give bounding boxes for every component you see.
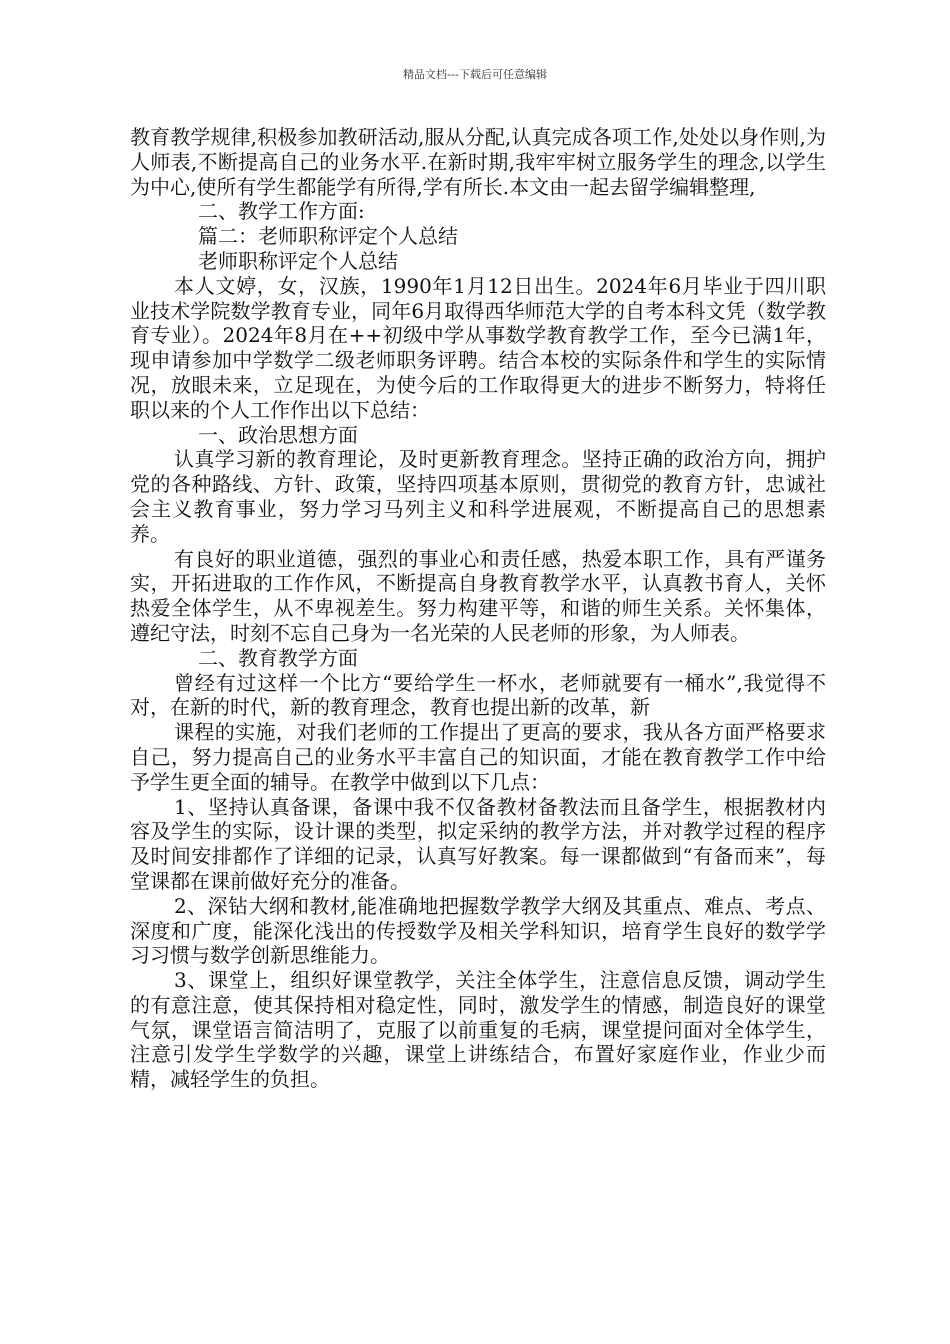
paragraph-self-introduction: 本人文婷，女，汉族，1990年1月12日出生。2024年6月毕业于四川职业技术学院数学教育专业，同年6月取得西华师范大学的自考本科文凭（数学教育专业）。2024年8月在++初级中学从事数学教育教学工作，至今已满1年，现申请参加中学数学二级老师职务评聘。结合本校的实际条件和学生的实际情况，放眼未来，立足现在，为使今后的工作取得更大的进步不断努力，特将任职以来的个人工作作出以下总结： [130, 273, 826, 422]
section-heading-political: 一、政治思想方面 [198, 422, 358, 447]
paragraph-curriculum: 课程的实施，对我们老师的工作提出了更高的要求，我从各方面严格要求自己，努力提高自己的业务水平丰富自己的知识面，才能在教育教学工作中给予学生更全面的辅导。在教学中做到以下几点： [130, 720, 826, 794]
article-title-part2: 篇二：老师职称评定个人总结 [198, 224, 458, 249]
paragraph-point-3: 3、课堂上，组织好课堂教学，关注全体学生，注意信息反馈，调动学生的有意注意，使其保持相对稳定性，同时，激发学生的情感，制造良好的课堂气氛，课堂语言简洁明了，克服了以前重复的毛病，课堂提问面对全体学生，注意引发学生学数学的兴趣，课堂上讲练结合，布置好家庭作业，作业少而精，减轻学生的负担。 [130, 968, 826, 1092]
article-title: 老师职称评定个人总结 [198, 248, 398, 273]
paragraph-metaphor: 曾经有过这样一个比方“要给学生一杯水，老师就要有一桶水”,我觉得不对，在新的时代，新的教育理念，教育也提出新的改革，新 [130, 670, 826, 720]
page-header-watermark: 精品文档---下载后可任意编辑 [403, 68, 547, 81]
section-heading-teaching-work: 二、教学工作方面: [198, 199, 365, 224]
paragraph-professional-ethics: 有良好的职业道德，强烈的事业心和责任感，热爱本职工作，具有严谨务实，开拓进取的工作作风，不断提高自身教育教学水平，认真教书育人，关怀热爱全体学生，从不卑视差生。努力构建平等，和谐的师生关系。关怀集体，遵纪守法，时刻不忘自己身为一名光荣的人民老师的形象，为人师表。 [130, 546, 826, 645]
paragraph-political-thought: 认真学习新的教育理论，及时更新教育理念。坚持正确的政治方向，拥护党的各种路线、方针、政策，坚持四项基本原则，贯彻党的教育方针，忠诚社会主义教育事业，努力学习马列主义和科学进展观，不断提高自己的思想素养。 [130, 447, 826, 546]
paragraph-point-1: 1、坚持认真备课，备课中我不仅备教材备教法而且备学生，根据教材内容及学生的实际，设计课的类型，拟定采纳的教学方法，并对教学过程的程序及时间安排都作了详细的记录，认真写好教案。每一课都做到“有备而来”，每堂课都在课前做好充分的准备。 [130, 794, 826, 893]
paragraph-intro: 教育教学规律,积极参加教研活动,服从分配,认真完成各项工作,处处以身作则,为人师表,不断提高自己的业务水平.在新时期,我牢牢树立服务学生的理念,以学生为中心,使所有学生都能学有所得,学有所长.本文由一起去留学编辑整理, [130, 125, 826, 199]
section-heading-education: 二、教育教学方面 [198, 645, 358, 670]
paragraph-point-2: 2、深钻大纲和教材,能准确地把握数学教学大纲及其重点、难点、考点、深度和广度，能深化浅出的传授数学及相关学科知识，培育学生良好的数学学习习惯与数学创新思维能力。 [130, 893, 826, 968]
document-body [130, 125, 826, 1092]
